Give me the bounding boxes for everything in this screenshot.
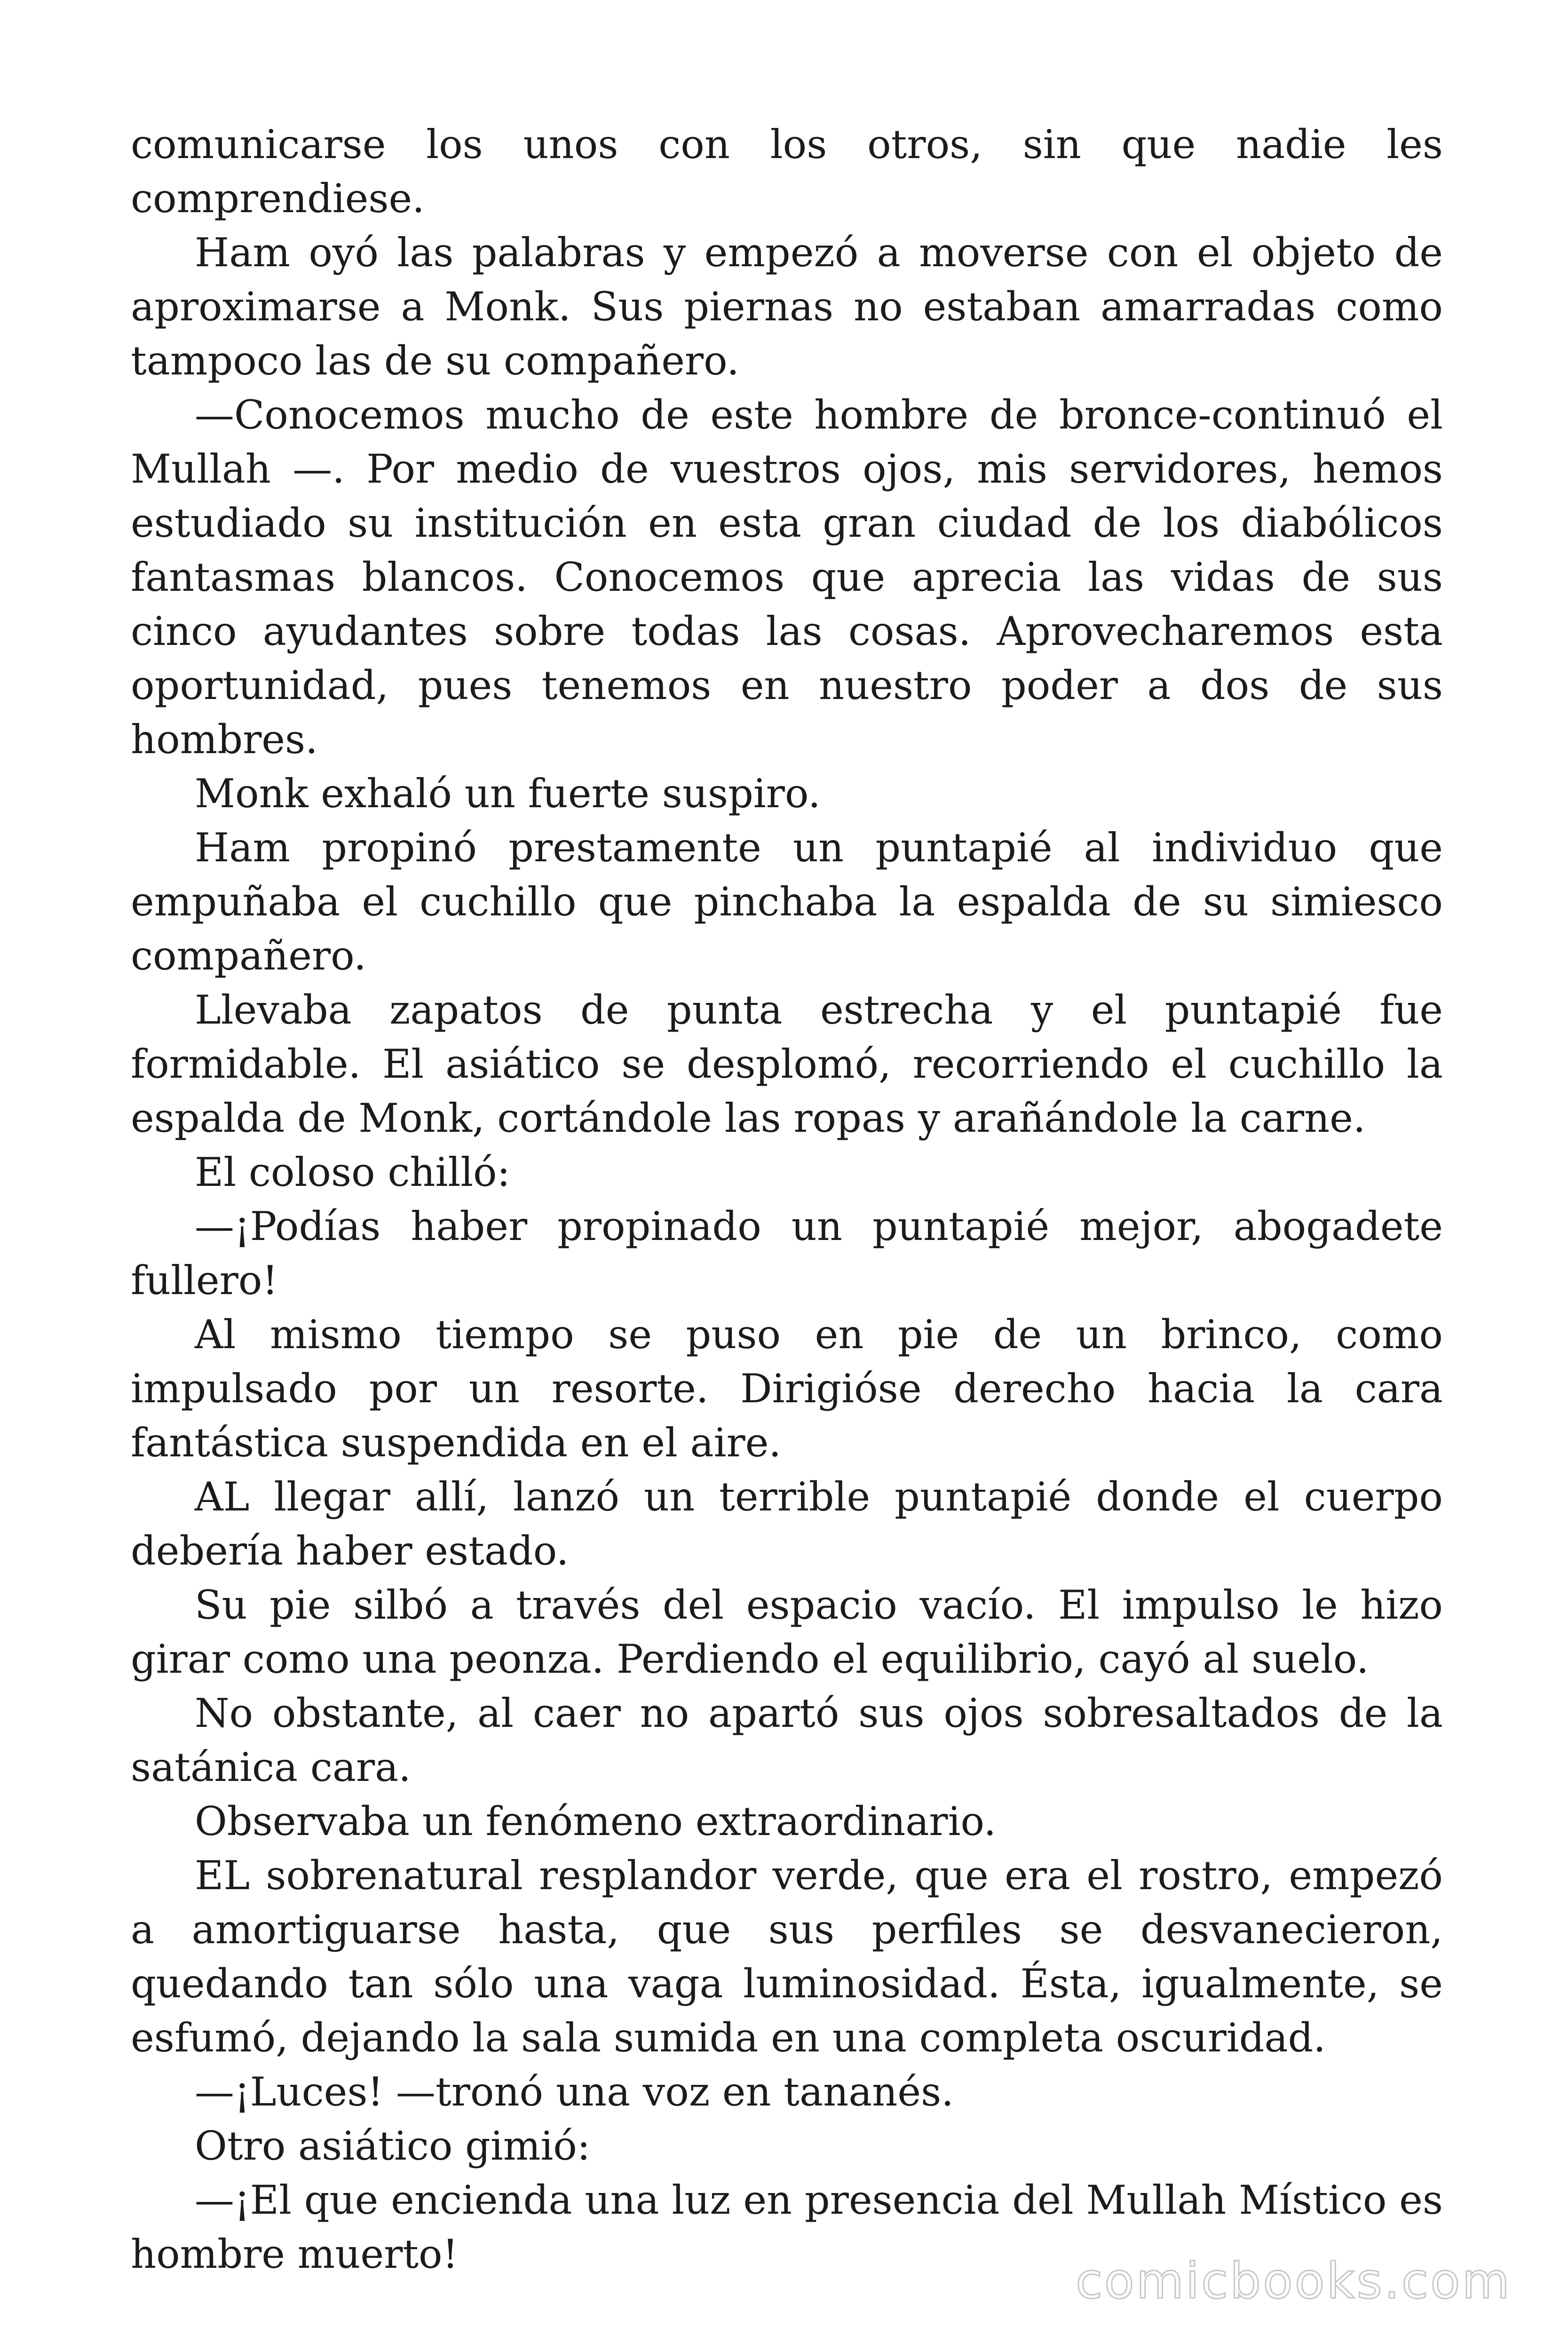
paragraph: —¡Luces! —tronó una voz en tananés. xyxy=(195,2069,954,2115)
paragraph: —¡Podías haber propinado un puntapié mejor, abogadete fullero! xyxy=(131,1203,1443,1303)
paragraph: No obstante, al caer no apartó sus ojos sobresaltados de la satánica cara. xyxy=(131,1690,1443,1790)
paragraph: Su pie silbó a través del espacio vacío. El impulso le hizo girar como una peonza. Perdiendo el equilibrio, cayó al suelo. xyxy=(131,1582,1443,1682)
paragraph: —¡El que encienda una luz en presencia del Mullah Místico es hombre muerto! xyxy=(131,2177,1443,2277)
paragraph: comunicarse los unos con los otros, sin que nadie les comprendiese. xyxy=(131,121,1443,222)
paragraph: EL sobrenatural resplandor verde, que era el rostro, empezó a amortiguarse hasta, que sus perfiles se desvanecieron, quedando tan sólo una vaga luminosidad. Ésta, igualmente, se esfumó, dejando la sala sumida en una completa oscuridad. xyxy=(131,1852,1443,2061)
paragraph: Otro asiático gimió: xyxy=(195,2123,591,2169)
paragraph: AL llegar allí, lanzó un terrible puntapié donde el cuerpo debería haber estado. xyxy=(131,1474,1443,1574)
page-body xyxy=(131,118,1443,2281)
paragraph: Monk exhaló un fuerte suspiro. xyxy=(195,771,821,817)
paragraph: Llevaba zapatos de punta estrecha y el puntapié fue formidable. El asiático se desplomó, recorriendo el cuchillo la espalda de Monk, cortándole las ropas y arañándole la carne. xyxy=(131,987,1443,1141)
paragraph: Ham propinó prestamente un puntapié al individuo que empuñaba el cuchillo que pinchaba la espalda de su simiesco compañero. xyxy=(131,825,1443,979)
paragraph: Observaba un fenómeno extraordinario. xyxy=(195,1798,997,1844)
paragraph: El coloso chilló: xyxy=(195,1149,510,1195)
paragraph: Ham oyó las palabras y empezó a moverse con el objeto de aproximarse a Monk. Sus piernas no estaban amarradas como tampoco las de su compañero. xyxy=(131,230,1443,384)
paragraph: Al mismo tiempo se puso en pie de un brinco, como impulsado por un resorte. Dirigióse derecho hacia la cara fantástica suspendida en el aire. xyxy=(131,1311,1443,1466)
watermark: comicbooks.com xyxy=(1075,2252,1512,2310)
paragraph: —Conocemos mucho de este hombre de bronce-continuó el Mullah —. Por medio de vuestros ojos, mis servidores, hemos estudiado su institución en esta gran ciudad de los diabólicos fantasmas blancos. Conocemos que aprecia las vidas de sus cinco ayudantes sobre todas las cosas. Aprovecharemos esta oportunidad, pues tenemos en nuestro poder a dos de sus hombres. xyxy=(131,392,1443,763)
